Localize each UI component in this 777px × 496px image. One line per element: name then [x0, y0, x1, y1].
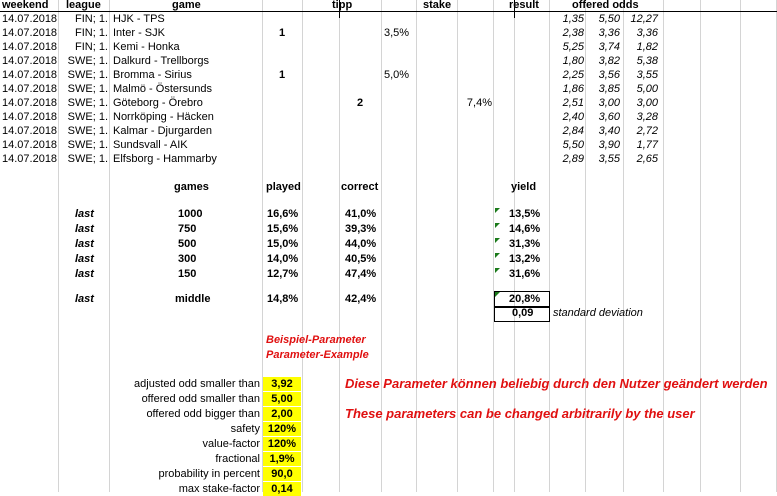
- middle-correct: 42,4%: [345, 293, 377, 305]
- match-tipp-1: [263, 152, 301, 166]
- match-date: 14.07.2018: [2, 27, 58, 39]
- stats-games: 500: [178, 238, 197, 250]
- stats-label: last: [75, 268, 94, 280]
- match-date: 14.07.2018: [2, 125, 58, 137]
- note-german: Diese Parameter können beliebig durch den Nutzer geändert werden: [345, 376, 768, 391]
- parameter-label: fractional: [215, 453, 260, 465]
- match-odd: 3,60: [598, 111, 620, 123]
- parameter-label: value-factor: [202, 438, 260, 450]
- match-game: Kemi - Honka: [113, 41, 180, 53]
- header-stake: stake: [423, 0, 452, 11]
- match-tipp-1: [263, 54, 301, 68]
- match-stake-1: 3,5%: [384, 27, 410, 39]
- match-odd: 3,28: [636, 111, 658, 123]
- parameter-label: safety: [230, 423, 260, 435]
- middle-played: 14,8%: [267, 293, 299, 305]
- parameter-value[interactable]: 3,92: [271, 378, 293, 390]
- parameter-label: max stake-factor: [178, 483, 260, 495]
- match-stake-2: [457, 12, 492, 26]
- match-game: Dalkurd - Trellborgs: [113, 55, 209, 67]
- middle-games: middle: [175, 293, 211, 305]
- match-odd: 3,85: [598, 83, 620, 95]
- match-stake-1: 5,0%: [384, 69, 410, 81]
- match-odd: 1,86: [562, 83, 584, 95]
- comment-indicator-icon: [495, 253, 500, 258]
- header-league: league: [66, 0, 101, 11]
- match-league: SWE; 1.: [67, 153, 108, 165]
- stats-games: 750: [178, 223, 197, 235]
- parameter-value[interactable]: 0,14: [271, 483, 293, 495]
- match-odd: 3,55: [598, 153, 620, 165]
- match-league: SWE; 1.: [67, 139, 108, 151]
- parameter-label: offered odd smaller than: [141, 393, 260, 405]
- match-odd: 3,55: [636, 69, 658, 81]
- match-tipp-2: [340, 110, 380, 124]
- match-tipp-1: [263, 124, 301, 138]
- example-heading-de: Beispiel-Parameter: [266, 334, 366, 346]
- match-game: Kalmar - Djurgarden: [113, 125, 213, 137]
- match-tipp-2: [340, 54, 380, 68]
- stats-played: 12,7%: [267, 268, 299, 280]
- col-line: [740, 0, 741, 492]
- match-tipp-1: [263, 138, 301, 152]
- parameter-label: adjusted odd smaller than: [134, 378, 260, 390]
- middle-yield: 20,8%: [509, 293, 541, 305]
- stats-header-games: games: [174, 181, 209, 193]
- stats-yield: 31,6%: [509, 268, 541, 280]
- parameter-value[interactable]: 120%: [267, 423, 297, 435]
- stats-yield: 31,3%: [509, 238, 541, 250]
- match-stake-1: [384, 124, 416, 138]
- stats-header-played: played: [266, 181, 301, 193]
- parameter-value[interactable]: 120%: [267, 438, 297, 450]
- parameter-label: probability in percent: [158, 468, 260, 480]
- stats-label: last: [75, 223, 94, 235]
- match-tipp-1: 1: [278, 27, 286, 39]
- comment-indicator-icon: [495, 292, 500, 297]
- match-odd: 1,80: [562, 55, 584, 67]
- col-line: [58, 0, 59, 492]
- match-odd: 12,27: [630, 13, 658, 25]
- stats-correct: 39,3%: [345, 223, 377, 235]
- match-stake-2: [457, 152, 492, 166]
- stats-correct: 47,4%: [345, 268, 377, 280]
- match-date: 14.07.2018: [2, 69, 58, 81]
- match-stake-2: 7,4%: [466, 97, 492, 109]
- stats-correct: 44,0%: [345, 238, 377, 250]
- match-league: SWE; 1.: [67, 69, 108, 81]
- match-stake-1: [384, 40, 416, 54]
- match-tipp-2: [340, 68, 380, 82]
- match-game: Inter - SJK: [113, 27, 165, 39]
- stats-header-yield: yield: [511, 181, 537, 193]
- match-tipp-1: [263, 82, 301, 96]
- comment-indicator-icon: [495, 208, 500, 213]
- match-date: 14.07.2018: [2, 83, 58, 95]
- match-tipp-2: [340, 12, 380, 26]
- match-tipp-1: [263, 110, 301, 124]
- match-odd: 5,25: [562, 41, 584, 53]
- stats-label: last: [75, 238, 94, 250]
- stats-played: 15,6%: [267, 223, 299, 235]
- match-stake-2: [457, 82, 492, 96]
- match-stake-2: [457, 124, 492, 138]
- match-odd: 3,82: [598, 55, 620, 67]
- match-odd: 3,74: [598, 41, 620, 53]
- match-game: Norrköping - Häcken: [113, 111, 214, 123]
- col-line: [700, 0, 701, 492]
- stats-label: last: [75, 208, 94, 220]
- match-game: HJK - TPS: [113, 13, 165, 25]
- match-tipp-1: [263, 96, 301, 110]
- match-stake-1: [384, 110, 416, 124]
- parameter-value[interactable]: 5,00: [271, 393, 293, 405]
- match-date: 14.07.2018: [2, 97, 58, 109]
- match-stake-1: [384, 54, 416, 68]
- stats-games: 150: [178, 268, 197, 280]
- match-league: SWE; 1.: [67, 125, 108, 137]
- match-stake-2: [457, 138, 492, 152]
- match-date: 14.07.2018: [2, 111, 58, 123]
- match-odd: 3,00: [636, 97, 658, 109]
- stats-correct: 41,0%: [345, 208, 377, 220]
- stats-yield: 13,5%: [509, 208, 541, 220]
- stats-played: 14,0%: [267, 253, 299, 265]
- match-tipp-2: [340, 40, 380, 54]
- stats-yield: 13,2%: [509, 253, 541, 265]
- example-heading-en: Parameter-Example: [266, 349, 369, 361]
- header-offered-odds: offered odds: [572, 0, 639, 11]
- match-date: 14.07.2018: [2, 139, 58, 151]
- std-dev-label: standard deviation: [553, 307, 643, 319]
- stats-played: 15,0%: [267, 238, 299, 250]
- match-stake-1: [384, 152, 416, 166]
- match-odd: 3,00: [598, 97, 620, 109]
- match-odd: 3,36: [598, 27, 620, 39]
- match-odd: 1,77: [636, 139, 658, 151]
- match-tipp-2: [340, 124, 380, 138]
- match-odd: 2,65: [636, 153, 658, 165]
- match-date: 14.07.2018: [2, 153, 58, 165]
- stats-header-correct: correct: [341, 181, 379, 193]
- note-english: These parameters can be changed arbitrarily by the user: [345, 406, 695, 421]
- match-stake-2: [457, 110, 492, 124]
- match-game: Göteborg - Örebro: [113, 97, 203, 109]
- match-odd: 2,84: [562, 125, 584, 137]
- match-odd: 3,36: [636, 27, 658, 39]
- match-stake-1: [384, 96, 416, 110]
- stats-games: 300: [178, 253, 197, 265]
- stats-games: 1000: [178, 208, 203, 220]
- header-tipp: tipp: [332, 0, 353, 11]
- match-tipp-2: [340, 152, 380, 166]
- match-game: Sundsvall - AIK: [113, 139, 188, 151]
- header-result: result: [509, 0, 539, 11]
- parameter-label: offered odd bigger than: [146, 408, 260, 420]
- match-tipp-2: 2: [356, 97, 364, 109]
- parameter-value[interactable]: 90,0: [271, 468, 293, 480]
- match-tipp-1: 1: [278, 69, 286, 81]
- match-odd: 2,40: [562, 111, 584, 123]
- match-odd: 3,40: [598, 125, 620, 137]
- match-league: FIN; 1.: [74, 13, 108, 25]
- match-odd: 1,82: [636, 41, 658, 53]
- match-odd: 3,56: [598, 69, 620, 81]
- match-game: Malmö - Östersunds: [113, 83, 213, 95]
- match-league: SWE; 1.: [67, 111, 108, 123]
- match-league: SWE; 1.: [67, 97, 108, 109]
- match-stake-2: [457, 26, 492, 40]
- parameter-value[interactable]: 1,9%: [269, 453, 295, 465]
- parameter-value[interactable]: 2,00: [271, 408, 293, 420]
- col-line: [302, 0, 303, 492]
- match-odd: 2,89: [562, 153, 584, 165]
- match-stake-2: [457, 40, 492, 54]
- match-odd: 2,38: [562, 27, 584, 39]
- match-stake-1: [384, 82, 416, 96]
- match-odd: 5,50: [598, 13, 620, 25]
- match-league: FIN; 1.: [74, 41, 108, 53]
- match-odd: 5,50: [562, 139, 584, 151]
- match-tipp-2: [340, 138, 380, 152]
- stats-correct: 40,5%: [345, 253, 377, 265]
- comment-indicator-icon: [495, 223, 500, 228]
- match-date: 14.07.2018: [2, 41, 58, 53]
- match-odd: 5,38: [636, 55, 658, 67]
- match-game: Bromma - Sirius: [113, 69, 192, 81]
- std-dev-value: 0,09: [512, 307, 534, 319]
- match-odd: 3,90: [598, 139, 620, 151]
- match-odd: 2,25: [562, 69, 584, 81]
- header-weekend: weekend: [2, 0, 49, 11]
- match-odd: 1,35: [562, 13, 584, 25]
- match-tipp-2: [340, 26, 380, 40]
- comment-indicator-icon: [495, 238, 500, 243]
- match-stake-2: [457, 54, 492, 68]
- stats-played: 16,6%: [267, 208, 299, 220]
- match-game: Elfsborg - Hammarby: [113, 153, 217, 165]
- match-stake-2: [457, 68, 492, 82]
- match-league: SWE; 1.: [67, 83, 108, 95]
- comment-indicator-icon: [495, 268, 500, 273]
- match-odd: 5,00: [636, 83, 658, 95]
- match-stake-1: [384, 12, 416, 26]
- match-league: FIN; 1.: [74, 27, 108, 39]
- match-tipp-1: [263, 40, 301, 54]
- match-date: 14.07.2018: [2, 55, 58, 67]
- match-tipp-1: [263, 12, 301, 26]
- match-odd: 2,51: [562, 97, 584, 109]
- stats-yield: 14,6%: [509, 223, 541, 235]
- match-stake-1: [384, 138, 416, 152]
- match-league: SWE; 1.: [67, 55, 108, 67]
- match-tipp-2: [340, 82, 380, 96]
- middle-label: last: [75, 293, 94, 305]
- match-date: 14.07.2018: [2, 13, 58, 25]
- header-game: game: [172, 0, 201, 11]
- stats-label: last: [75, 253, 94, 265]
- match-odd: 2,72: [636, 125, 658, 137]
